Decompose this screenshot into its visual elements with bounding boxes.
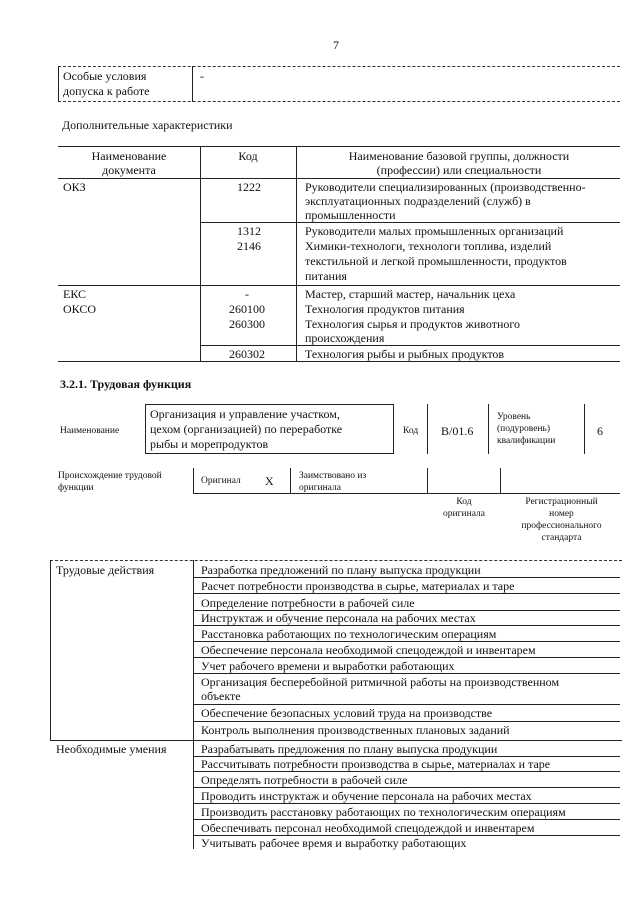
divider <box>193 577 620 578</box>
divider <box>427 404 428 454</box>
list-item: Расстановка работающих по технологическим операциям <box>201 627 497 641</box>
special-label: Особые условия <box>63 69 147 83</box>
divider <box>145 404 393 405</box>
divider <box>427 468 428 494</box>
table-cell-name: Химики-технологи, технологи топлива, изделий <box>305 239 552 253</box>
special-value: - <box>200 69 204 83</box>
table-cell-code: 260302 <box>229 347 265 361</box>
table-cell-code: 2146 <box>237 239 261 253</box>
divider <box>50 560 51 740</box>
table-cell-code: 260300 <box>229 317 265 331</box>
registration-label: стандарта <box>541 533 582 543</box>
divider <box>192 66 193 102</box>
divider <box>58 101 620 102</box>
special-label: допуска к работе <box>63 84 150 98</box>
level-value: 6 <box>597 424 603 438</box>
divider <box>58 178 620 179</box>
actions-label: Трудовые действия <box>56 563 155 577</box>
header-doc: документа <box>102 163 156 177</box>
table-cell-code: 1222 <box>237 180 261 194</box>
table-cell-code: 260100 <box>229 302 265 316</box>
list-item: Контроль выполнения производственных плановых заданий <box>201 723 510 737</box>
origin-code-label: оригинала <box>443 509 485 519</box>
borrowed-label: оригинала <box>299 483 341 493</box>
list-item: Обеспечение персонала необходимой спецодеждой и инвентарем <box>201 643 536 657</box>
divider <box>193 673 620 674</box>
list-item: Расчет потребности производства в сырье, материалах и таре <box>201 579 515 593</box>
list-item: Обеспечивать персонал необходимой спецодеждой и инвентарем <box>201 821 535 835</box>
table-cell-name: эксплуатационных подразделений (служб) в <box>305 194 531 208</box>
divider <box>58 361 620 362</box>
table-cell-name: происхождения <box>305 331 385 345</box>
divider <box>193 704 620 705</box>
table-cell-name: Руководители малых промышленных организаций <box>305 224 564 238</box>
list-item: Инструктаж и обучение персонала на рабочих местах <box>201 611 476 625</box>
divider <box>193 641 620 642</box>
divider <box>50 740 622 741</box>
list-item: объекте <box>201 689 241 703</box>
list-item: Проводить инструктаж и обучение персонала на рабочих местах <box>201 789 532 803</box>
origin-label: Происхождение трудовой <box>58 471 162 481</box>
list-item: Производить расстановку работающих по технологическим операциям <box>201 805 566 819</box>
divider <box>193 819 620 820</box>
function-name: цехом (организацией) по переработке <box>150 422 343 436</box>
divider <box>193 771 620 772</box>
divider <box>193 593 620 594</box>
borrowed-label: Заимствовано из <box>299 471 367 481</box>
level-label: (подуровень) <box>497 424 551 434</box>
list-item: Определять потребности в рабочей силе <box>201 773 408 787</box>
level-label: квалификации <box>497 436 556 446</box>
table-cell-name: Технология сырья и продуктов животного <box>305 317 520 331</box>
divider <box>193 787 620 788</box>
divider <box>193 625 620 626</box>
original-mark: X <box>265 474 274 488</box>
table-cell-code: 1312 <box>237 224 261 238</box>
extra-characteristics-title: Дополнительные характеристики <box>62 118 233 132</box>
divider <box>193 721 620 722</box>
divider <box>488 404 489 454</box>
table-cell-doc: ОКЗ <box>63 180 86 194</box>
table-cell-name: промышленности <box>305 208 396 222</box>
function-name: рыбы и морепродуктов <box>150 437 269 451</box>
name-label: Наименование <box>60 426 120 436</box>
divider <box>58 285 620 286</box>
header-name: Наименование базовой группы, должности <box>348 149 570 163</box>
list-item: Разрабатывать предложения по плану выпуска продукции <box>201 742 498 756</box>
table-cell-name: Руководители специализированных (производственно- <box>305 180 586 194</box>
list-item: Организация бесперебойной ритмичной работы на производственном <box>201 675 560 689</box>
divider <box>193 468 194 494</box>
table-cell-name: Мастер, старший мастер, начальник цеха <box>305 287 516 301</box>
original-label: Оригинал <box>201 476 241 486</box>
list-item: Разработка предложений по плану выпуска продукции <box>201 563 481 577</box>
divider <box>58 66 59 102</box>
divider <box>58 66 620 67</box>
header-code: Код <box>238 149 258 163</box>
divider <box>500 468 501 494</box>
section-title: 3.2.1. Трудовая функция <box>60 377 192 391</box>
list-item: Учитывать рабочее время и выработку работающих <box>201 836 467 850</box>
divider <box>193 657 620 658</box>
divider <box>58 146 620 147</box>
divider <box>145 453 393 454</box>
table-cell-name: питания <box>305 269 347 283</box>
table-cell-doc: ЕКС <box>63 287 87 301</box>
table-cell-name: текстильной и легкой промышленности, продуктов <box>305 254 567 268</box>
skills-label: Необходимые умения <box>56 742 167 756</box>
level-label: Уровень <box>497 412 531 422</box>
function-name: Организация и управление участком, <box>150 407 340 421</box>
divider <box>200 345 620 346</box>
header-doc: Наименование <box>91 149 167 163</box>
divider <box>193 493 620 494</box>
table-cell-doc: ОКСО <box>63 302 97 316</box>
function-code: B/01.6 <box>441 424 474 438</box>
table-cell-code: - <box>245 287 249 301</box>
page-number: 7 <box>333 38 339 52</box>
registration-label: номер <box>549 509 574 519</box>
table-cell-name: Технология продуктов питания <box>305 302 465 316</box>
divider <box>393 404 394 454</box>
origin-label: функции <box>58 483 94 493</box>
list-item: Учет рабочего времени и выработки работающих <box>201 659 455 673</box>
divider <box>584 404 585 454</box>
divider <box>200 222 620 223</box>
divider <box>145 404 146 454</box>
list-item: Определение потребности в рабочей силе <box>201 596 415 610</box>
divider <box>50 560 622 561</box>
origin-code-label: Код <box>456 497 472 507</box>
registration-label: профессионального <box>521 521 602 531</box>
divider <box>193 803 620 804</box>
code-label: Код <box>403 426 419 436</box>
list-item: Обеспечение безопасных условий труда на производстве <box>201 706 493 720</box>
list-item: Рассчитывать потребности производства в сырье, материалах и таре <box>201 757 551 771</box>
divider <box>290 468 291 494</box>
header-name: (профессии) или специальности <box>376 163 542 177</box>
registration-label: Регистрационный <box>525 497 598 507</box>
table-cell-name: Технология рыбы и рыбных продуктов <box>305 347 505 361</box>
